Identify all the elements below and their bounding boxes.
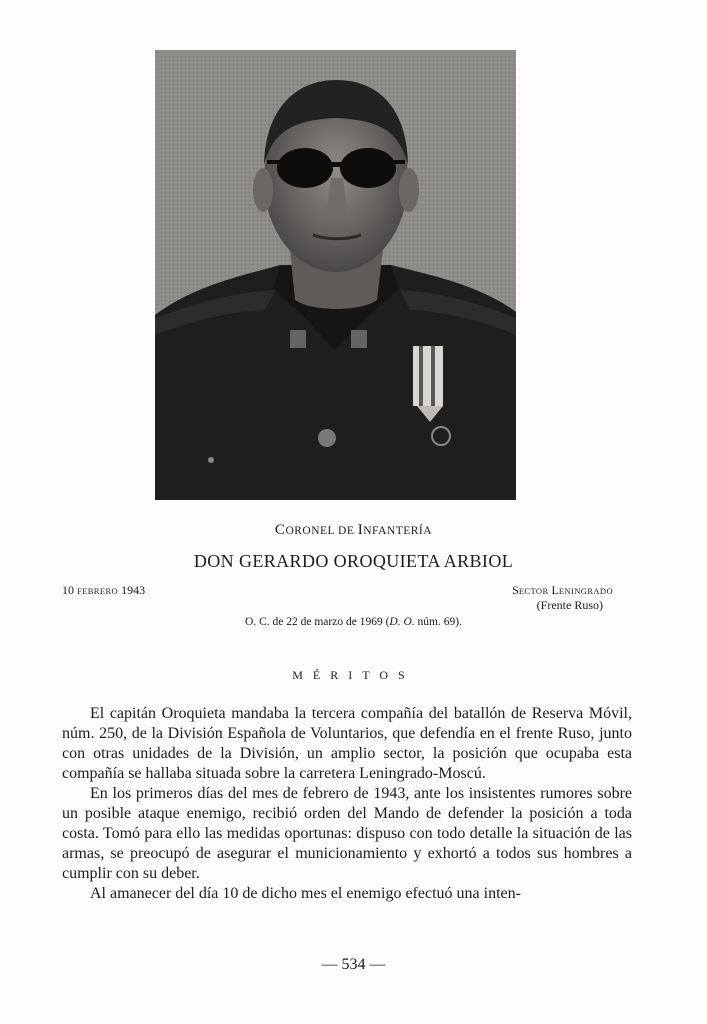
sector-label: SECTOR LENINGRADO (Frente Ruso) xyxy=(512,583,613,612)
sector-sublabel: (Frente Ruso) xyxy=(536,598,603,612)
action-date: 10 FEBRERO 1943 xyxy=(62,583,146,597)
paragraph: El capitán Oroquieta mandaba la tercera compañía del batallón de Reserva Móvil, núm. 250, de la División Española de Voluntarios, que defendía en el frente Ruso, junto con otras unidades de la División, un amplio sector, la posición que ocupaba esta compañía se hallaba situada sobre la carretera Leningrado-Moscú. xyxy=(62,705,632,782)
official-order-reference: O. C. de 22 de marzo de 1969 (D. O. núm. 69). xyxy=(245,616,462,628)
paragraph: En los primeros días del mes de febrero de 1943, ante los insistentes rumores sobre un posible ataque enemigo, recibió orden del Mando de defender la posición a toda costa. Tomó para ello las medidas oportunas: dispuso con todo detalle la situación de las armas, se preocupó de asegurar el municionamiento y exhortó a todos sus hombres a cumplir con su deber. xyxy=(62,785,632,882)
merits-body xyxy=(62,704,632,904)
paragraph: Al amanecer del día 10 de dicho mes el enemigo efectuó una inten- xyxy=(90,885,521,902)
portrait-illustration xyxy=(155,50,516,500)
portrait-photograph xyxy=(155,50,516,500)
section-title: MÉRITOS xyxy=(292,668,415,682)
person-name: DON GERARDO OROQUIETA ARBIOL xyxy=(193,551,514,571)
rank-caption: CORONEL DE INFANTERÍA xyxy=(274,522,433,538)
page-number: — 534 — xyxy=(321,956,386,973)
